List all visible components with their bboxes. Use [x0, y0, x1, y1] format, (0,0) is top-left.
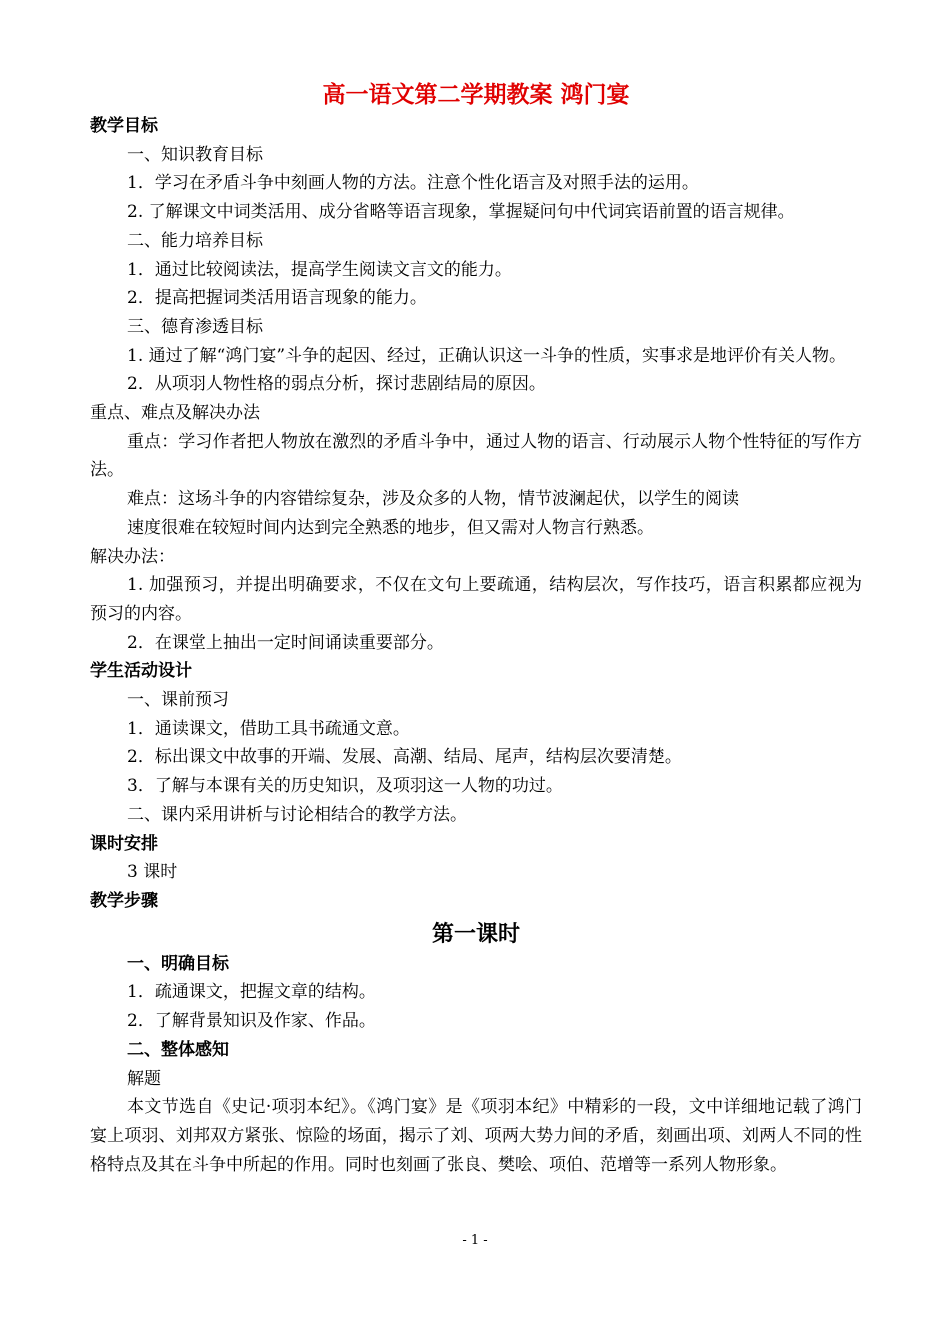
goal-ability-item-2: 2．提高把握词类活用语言现象的能力。	[127, 288, 427, 309]
lesson-1-intro-paragraph: 本文节选自《史记·项羽本纪》。《鸿门宴》是《项羽本纪》中精彩的一段，文中详细地记载了鸿门宴上项羽、刘邦双方紧张、惊险的场面，揭示了刘、项两大势力间的矛盾，刻画出项、刘两人不同的性格特点及其在斗争中所起的作用。同时也刻画了张良、樊哙、项伯、范增等一系列人物形象。	[90, 1097, 862, 1175]
goal-ability-item-1: 1．通过比较阅读法，提高学生阅读文言文的能力。	[127, 259, 512, 280]
heading-teaching-goals: 教学目标	[90, 116, 158, 136]
lesson-1-section-1-item-2: 2．了解背景知识及作家、作品。	[127, 1011, 376, 1032]
activity-preview-item-3: 3．了解与本课有关的历史知识，及项羽这一人物的功过。	[127, 776, 563, 797]
difficulty-line-2: 速度很难在较短时间内达到完全熟悉的地步，但又需对人物言行熟悉。	[127, 517, 654, 538]
heading-schedule: 课时安排	[90, 833, 158, 854]
heading-student-activity: 学生活动设计	[90, 661, 192, 682]
goal-knowledge-title: 一、知识教育目标	[127, 144, 263, 165]
page-number: - 1 -	[462, 1233, 488, 1248]
goal-ability-title: 二、能力培养目标	[127, 230, 263, 251]
goal-moral-item-1: 1. 通过了解“鸿门宴”斗争的起因、经过，正确认识这一斗争的性质，实事求是地评价有关人物。	[127, 345, 847, 366]
activity-preview-title: 一、课前预习	[127, 690, 229, 711]
schedule-value: 3 课时	[127, 862, 178, 883]
heading-teaching-steps: 教学步骤	[90, 890, 158, 911]
key-point-paragraph: 重点：学习作者把人物放在激烈的矛盾斗争中，通过人物的语言、行动展示人物个性特征的写作方法。	[90, 431, 862, 481]
document-title: 高一语文第二学期教案 鸿门宴	[322, 82, 630, 108]
activity-inclass-title: 二、课内采用讲析与讨论相结合的教学方法。	[127, 804, 467, 825]
lesson-1-section-2: 二、整体感知	[127, 1039, 229, 1060]
heading-key-points: 重点、难点及解决办法	[90, 403, 260, 424]
lesson-1-section-1: 一、明确目标	[127, 953, 229, 974]
difficulty-line-1: 难点：这场斗争的内容错综复杂，涉及众多的人物，情节波澜起伏，以学生的阅读	[127, 489, 739, 510]
solution-title: 解决办法：	[90, 546, 175, 567]
goal-moral-item-2: 2．从项羽人物性格的弱点分析，探讨悲剧结局的原因。	[127, 374, 546, 395]
lesson-1-title: 第一课时	[431, 921, 520, 947]
activity-preview-item-2: 2．标出课文中故事的开端、发展、高潮、结局、尾声，结构层次要清楚。	[127, 747, 682, 768]
lesson-1-section-1-item-1: 1．疏通课文，把握文章的结构。	[127, 982, 376, 1003]
solution-item-2: 2．在课堂上抽出一定时间诵读重要部分。	[127, 632, 444, 653]
lesson-1-section-2-subtitle: 解题	[127, 1068, 161, 1089]
goal-knowledge-item-2: 2. 了解课文中词类活用、成分省略等语言现象，掌握疑问句中代词宾语前置的语言规律。	[127, 202, 795, 223]
solution-item-1: 1. 加强预习，并提出明确要求，不仅在文句上要疏通，结构层次，写作技巧，语言积累都应视为预习的内容。	[90, 575, 862, 624]
goal-moral-title: 三、德育渗透目标	[127, 316, 263, 337]
goal-knowledge-item-1: 1．学习在矛盾斗争中刻画人物的方法。注意个性化语言及对照手法的运用。	[127, 173, 699, 194]
document-page	[90, 78, 862, 1179]
activity-preview-item-1: 1．通读课文，借助工具书疏通文意。	[127, 718, 410, 739]
